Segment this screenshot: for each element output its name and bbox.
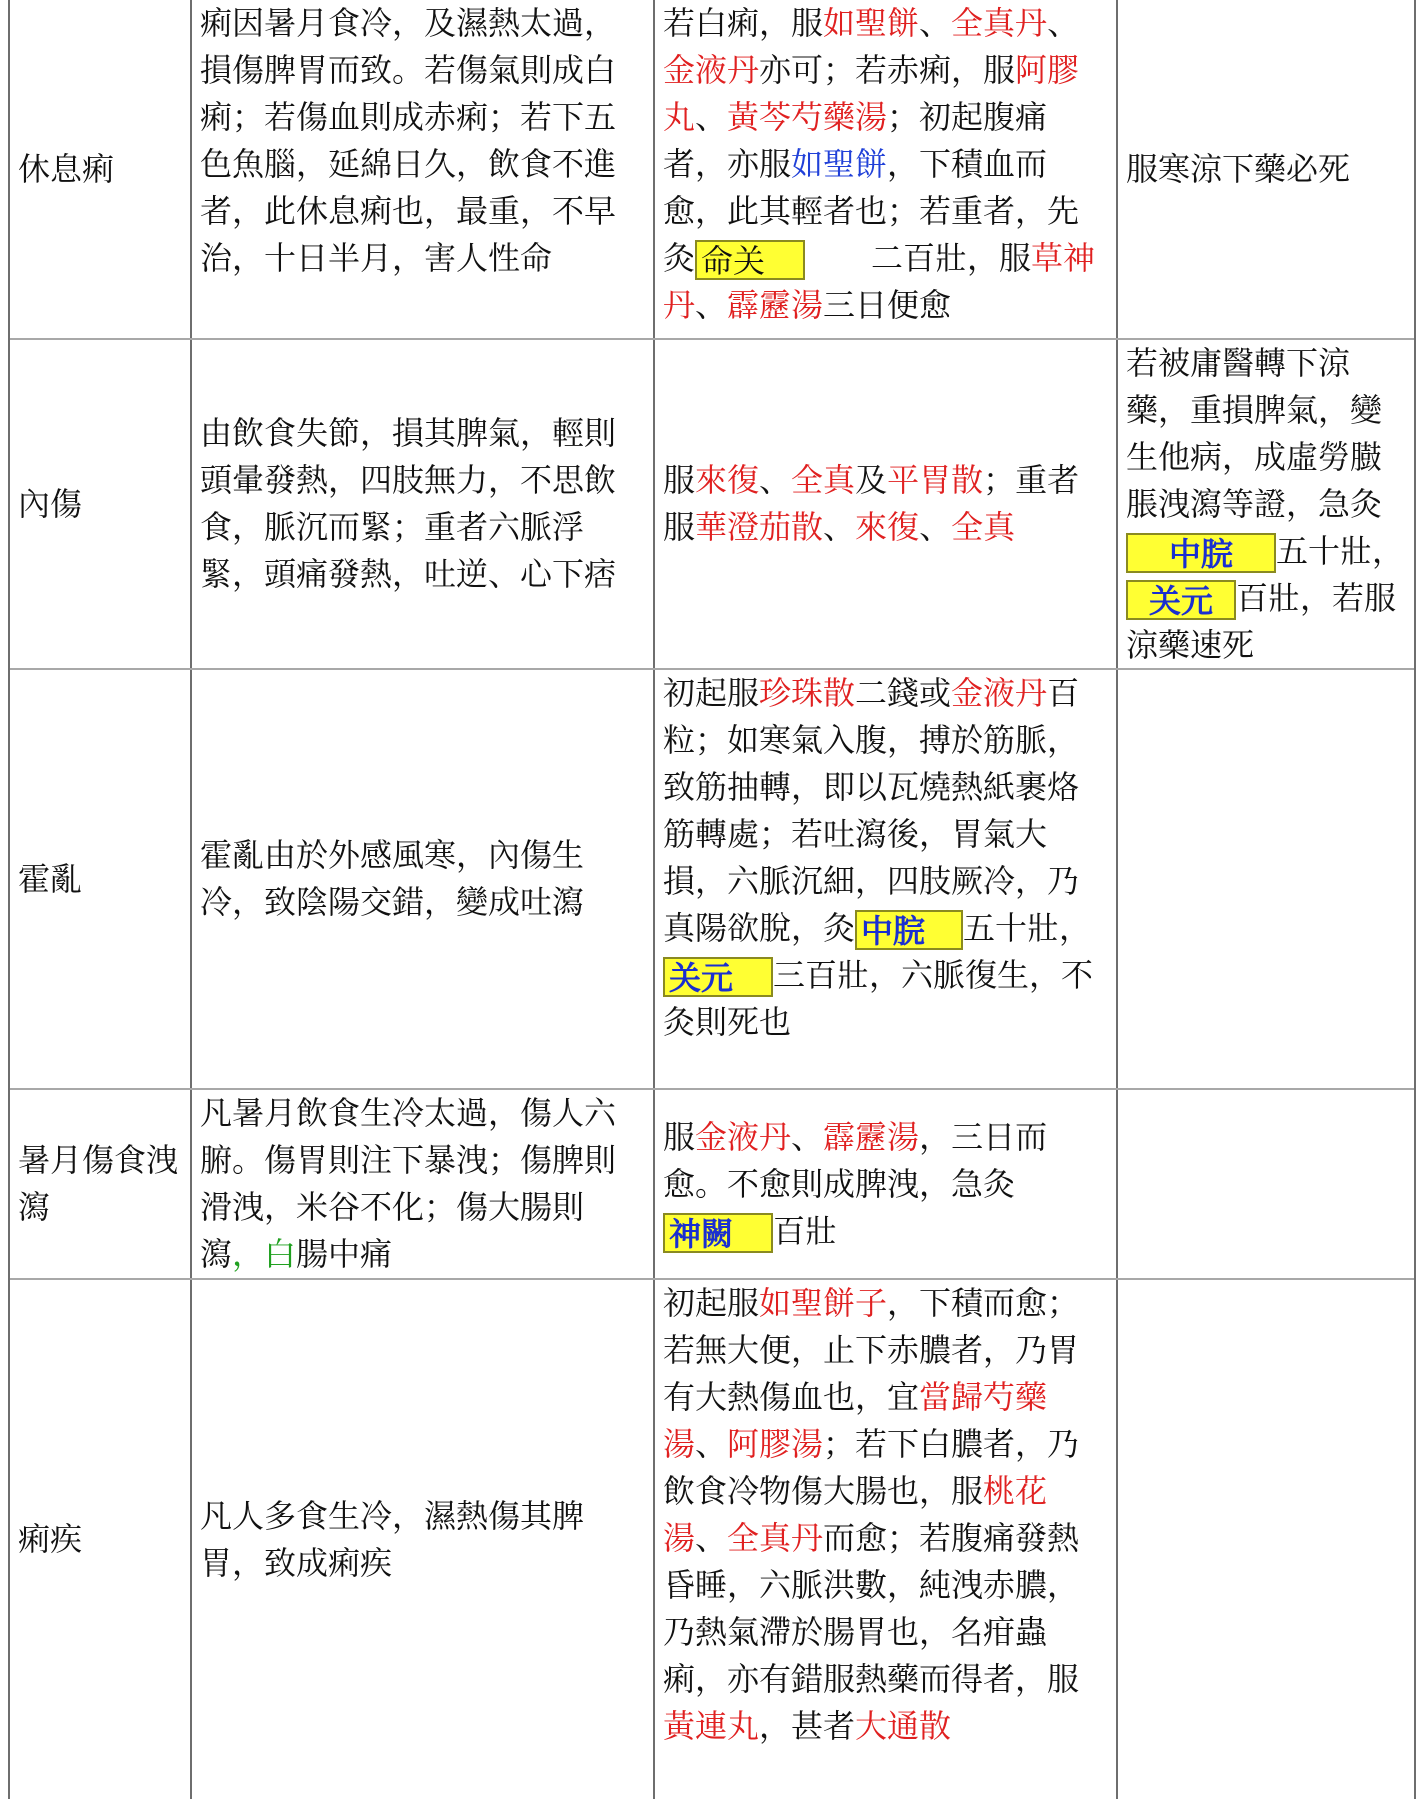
treat-text: ；初起腹痛者，亦服 <box>663 98 1048 183</box>
formula-link[interactable]: 桃花湯 <box>663 1472 1048 1557</box>
treat-text: 、 <box>823 508 856 546</box>
warning-cell <box>1116 0 1414 338</box>
treat-text: 百壯 <box>773 1211 838 1250</box>
warning-text <box>1126 340 1406 668</box>
formula-link[interactable]: 金液丹 <box>663 51 760 89</box>
warning-cell <box>1116 340 1414 668</box>
disease-name <box>10 340 190 668</box>
cause-text: 由飲食失節，損其脾氣，輕則頭暈發熱，四肢無力，不思飲食，脈沉而緊；重者六脈浮緊，頭痛發熱，吐逆、心下痞 <box>200 414 617 593</box>
disease-name <box>10 670 190 1088</box>
treat-text: ；重者服 <box>663 461 1080 546</box>
formula-link[interactable]: 來復 <box>695 461 760 499</box>
treat-text: 二百壯， <box>871 239 1000 277</box>
formula-link[interactable]: 大通散 <box>855 1707 952 1745</box>
treat-text: ，下積血而愈，此其輕者也；若重者，先灸 <box>663 145 1080 277</box>
treat-text: ，下積而愈；若無大便，止下赤膿者，乃胃有大熱傷血也，宜 <box>663 1284 1080 1416</box>
formula-link[interactable]: 全真 <box>791 461 856 499</box>
acupoint-badge[interactable]: 关元 <box>1126 580 1236 620</box>
cause-cell <box>190 0 653 338</box>
treatment-cell <box>653 0 1116 338</box>
acupoint-badge[interactable]: 关元 <box>663 957 773 997</box>
cause-text: 痢因暑月食冷，及濕熱太過，損傷脾胃而致。若傷氣則成白痢；若傷血則成赤痢；若下五色魚腦，延綿日久，飲食不進者，此休息痢也，最重，不早治，十日半月，害人性命 <box>200 4 617 277</box>
formula-link[interactable]: 全真丹 <box>951 4 1048 42</box>
disease-name-text: 霍亂 <box>18 859 83 898</box>
table-row <box>10 0 1414 340</box>
treat-text: 初起服 <box>663 1284 760 1322</box>
treatment-text <box>663 457 1108 551</box>
treatment-cell <box>653 670 1116 1088</box>
formula-link[interactable]: 如聖餅 <box>791 145 888 183</box>
cause-text: 凡暑月飲食生冷太過，傷人六腑。傷胃則注下暴洩；傷脾則滑洩，米谷不化；傷大腸則瀉 <box>200 1094 617 1273</box>
formula-link[interactable]: 如聖餅子 <box>759 1284 888 1322</box>
treat-text: 服 <box>999 239 1032 277</box>
cause-text: 凡人多食生冷，濕熱傷其脾胃，致成痢疾 <box>200 1496 585 1582</box>
treat-text: 、 <box>1047 4 1080 42</box>
warning-cell <box>1116 1280 1414 1799</box>
acupoint-badge[interactable]: 中脘 <box>1126 533 1276 573</box>
acupoint-badge[interactable]: 神闕 <box>663 1213 773 1253</box>
disease-name-text: 暑月傷食洩瀉 <box>18 1141 179 1226</box>
formula-link[interactable]: 如聖餅 <box>823 4 920 42</box>
formula-link[interactable]: 金液丹 <box>951 674 1048 712</box>
formula-link[interactable]: 黃芩芍藥湯 <box>727 98 888 136</box>
formula-link[interactable]: 霹靂湯 <box>727 286 824 324</box>
treatment-cell <box>653 1090 1116 1278</box>
cause-text: 霍亂由於外感風寒，內傷生冷，致陰陽交錯，變成吐瀉 <box>200 836 585 921</box>
warning-text: 服寒涼下藥必死 <box>1126 149 1351 188</box>
treat-text: 五十壯， <box>963 909 1092 947</box>
disease-name <box>10 1280 190 1799</box>
acupoint-badge[interactable]: 命关 <box>695 240 805 280</box>
formula-link[interactable]: 全真丹 <box>727 1519 824 1557</box>
formula-link[interactable]: 當歸芍藥湯 <box>663 1378 1048 1463</box>
acupoint-badge[interactable]: 中脘 <box>855 910 963 950</box>
treat-text: 服 <box>663 461 696 499</box>
disease-name-text: 內傷 <box>18 484 83 523</box>
formula-link[interactable]: 金液丹 <box>695 1117 792 1156</box>
treat-text: 初起服 <box>663 674 760 712</box>
treat-text: 三百壯，六脈復生，不灸則死也 <box>663 956 1094 1041</box>
cause-text: 腸中痛 <box>296 1235 393 1273</box>
disease-table <box>8 0 1416 1799</box>
formula-link[interactable]: 珍珠散 <box>759 674 856 712</box>
treat-text: 、 <box>695 98 728 136</box>
formula-link[interactable]: 霹靂湯 <box>823 1117 920 1156</box>
formula-link[interactable]: 阿膠湯 <box>727 1425 824 1463</box>
warning-part: 五十壯， <box>1276 531 1405 570</box>
table-row <box>10 1280 1414 1799</box>
formula-link[interactable]: 黃連丸 <box>663 1707 760 1745</box>
treat-text: 百粒；如寒氣入腹，搏於筋脈，致筋抽轉，即以瓦燒熱紙裹烙筋轉處；若吐瀉後，胃氣大損，六脈沉細，四肢厥冷，乃真陽欲脫，灸 <box>663 674 1080 947</box>
treat-text: 、 <box>759 461 792 499</box>
treat-text: ，甚者 <box>759 1707 856 1745</box>
warning-cell <box>1116 670 1414 1088</box>
disease-name-text: 痢疾 <box>18 1520 83 1558</box>
treat-text: 、 <box>919 508 952 546</box>
treat-text: ；若下白膿者，乃飲食冷物傷大腸也，服 <box>663 1425 1080 1510</box>
treat-text: 若白痢，服 <box>663 4 824 42</box>
treat-text: 服 <box>663 1117 696 1156</box>
treat-text: 亦可；若赤痢，服 <box>759 51 1016 89</box>
formula-link[interactable]: 來復 <box>855 508 920 546</box>
formula-link[interactable]: 平胃散 <box>887 461 984 499</box>
cause-cell <box>190 670 653 1088</box>
disease-name <box>10 0 190 338</box>
treat-text: 及 <box>855 461 888 499</box>
treat-text: 、 <box>695 286 728 324</box>
cause-cell <box>190 340 653 668</box>
treatment-cell <box>653 1280 1116 1799</box>
cause-cell <box>190 1280 653 1799</box>
disease-name <box>10 1090 190 1278</box>
formula-link[interactable]: 全真 <box>951 508 1016 546</box>
table-row <box>10 1090 1414 1280</box>
treat-text: ，三日而愈。不愈則成脾洩，急灸 <box>663 1117 1048 1203</box>
warning-cell <box>1116 1090 1414 1278</box>
table-row <box>10 670 1414 1090</box>
formula-link[interactable]: 阿膠丸 <box>663 51 1080 136</box>
treat-text: 、 <box>791 1117 824 1156</box>
warning-part: 百壯，若服涼藥速死 <box>1126 578 1397 664</box>
formula-link[interactable]: 華澄茄散 <box>695 508 824 546</box>
warning-part: 若被庸醫轉下涼藥，重損脾氣，變生他病，成虛勞臌脹洩瀉等證，急灸 <box>1126 343 1383 523</box>
treatment-cell <box>653 340 1116 668</box>
table-row <box>10 340 1414 670</box>
treat-text: 三日便愈 <box>823 286 952 324</box>
treat-text: 、 <box>919 4 952 42</box>
disease-name-text: 休息痢 <box>18 149 115 188</box>
cause-highlight: ，白 <box>232 1235 297 1273</box>
treat-text: 、 <box>695 1519 728 1557</box>
formula-link[interactable]: 草神丹 <box>663 239 1096 324</box>
treatment-text <box>663 1114 1108 1255</box>
cause-cell <box>190 1090 653 1278</box>
treat-text: 、 <box>695 1425 728 1463</box>
treat-text: 二錢或 <box>855 674 952 712</box>
treat-text: 而愈；若腹痛發熱昏睡，六脈洪數，純洩赤膿，乃熱氣滯於腸胃也，名疳蟲痢，亦有錯服熱藥而得者，服 <box>663 1519 1080 1698</box>
